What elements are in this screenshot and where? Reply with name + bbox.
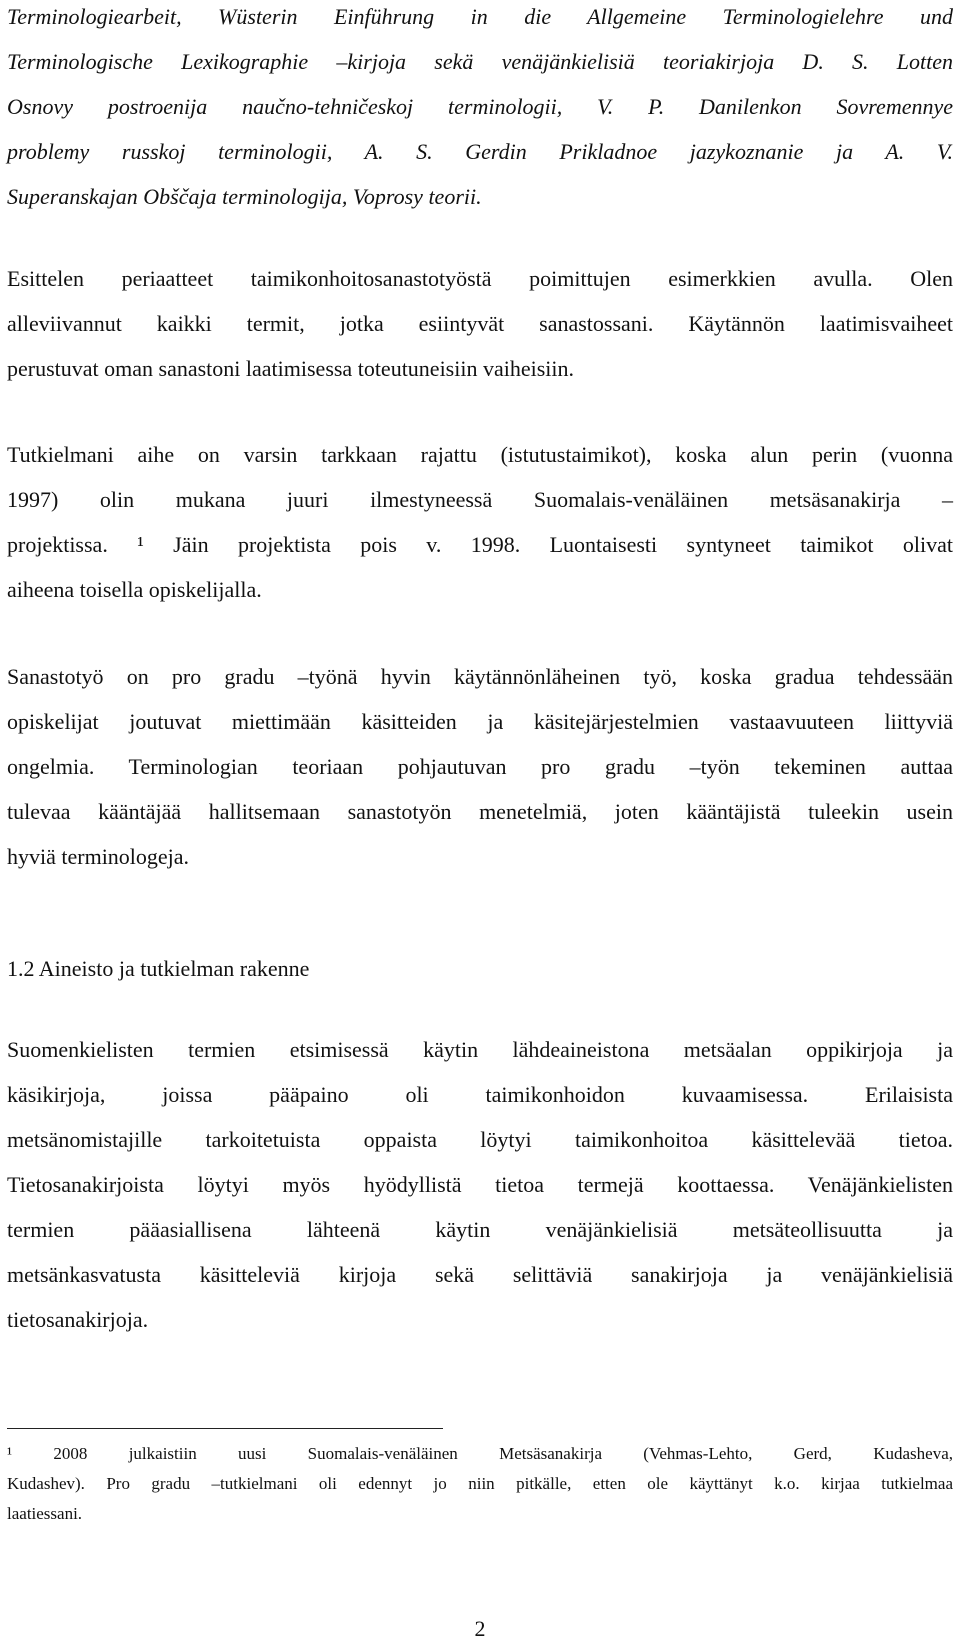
footnote-line: ¹ 2008 julkaistiin uusi Suomalais-venäläinen Metsäsanakirja (Vehmas-Lehto, Gerd, Kudasheva, <box>7 1444 953 1463</box>
text-line: Suomenkielisten termien etsimisessä käytin lähdeaineistona metsäalan oppikirjoja ja <box>7 1037 953 1062</box>
text-line: problemy russkoj terminologii, A. S. Gerdin Prikladnoe jazykoznanie ja A. V. <box>7 139 953 164</box>
page-number: 2 <box>474 1616 486 1641</box>
paragraph-terminology-work <box>7 654 953 879</box>
text-line: aiheena toisella opiskelijalla. <box>7 577 262 602</box>
heading-text: 1.2 Aineisto ja tutkielman rakenne <box>7 956 310 981</box>
text-line: Tutkielmani aihe on varsin tarkkaan rajattu (istutustaimikot), koska alun perin (vuonna <box>7 442 953 467</box>
text-line: hyviä terminologeja. <box>7 844 190 869</box>
section-heading <box>7 946 953 991</box>
text-line: Terminologiearbeit, Wüsterin Einführung in die Allgemeine Terminologielehre und <box>7 4 953 29</box>
text-line: metsänkasvatusta käsitteleviä kirjoja sekä selittäviä sanakirjoja ja venäjänkielisiä <box>7 1262 953 1287</box>
text-line: käsikirjoja, joissa pääpaino oli taimikonhoidon kuvaamisessa. Erilaisista <box>7 1082 953 1107</box>
footnote-divider <box>7 1428 443 1429</box>
paragraph-topic <box>7 432 953 612</box>
footnote-line: Kudashev). Pro gradu –tutkielmani oli edennyt jo niin pitkälle, etten ole käyttänyt k.o. kirjaa tutkielmaa <box>7 1474 953 1493</box>
paragraph-sources <box>7 1027 953 1342</box>
text-line: metsänomistajille tarkoitetuista oppaista löytyi taimikonhoitoa käsittelevää tietoa. <box>7 1127 953 1152</box>
text-line: Osnovy postroenija naučno-tehničeskoj terminologii, V. P. Danilenkon Sovremennye <box>7 94 953 119</box>
text-line: alleviivannut kaikki termit, jotka esiintyvät sanastossani. Käytännön laatimisvaiheet <box>7 311 953 336</box>
text-line: termien pääasiallisena lähteenä käytin venäjänkielisiä metsäteollisuutta ja <box>7 1217 953 1242</box>
text-line: projektissa. ¹ Jäin projektista pois v. 1998. Luontaisesti syntyneet taimikot olivat <box>7 532 953 557</box>
text-line: Esittelen periaatteet taimikonhoitosanastotyöstä poimittujen esimerkkien avulla. Olen <box>7 266 953 291</box>
text-line: 1997) olin mukana juuri ilmestyneessä Suomalais-venäläinen metsäsanakirja – <box>7 487 953 512</box>
paragraph-literature-list <box>7 0 953 219</box>
text-line: tulevaa kääntäjää hallitsemaan sanastotyön menetelmiä, joten kääntäjistä tuleekin usein <box>7 799 953 824</box>
text-line: ongelmia. Terminologian teoriaan pohjautuvan pro gradu –työn tekeminen auttaa <box>7 754 953 779</box>
text-line: Terminologische Lexikographie –kirjoja sekä venäjänkielisiä teoriakirjoja D. S. Lotten <box>7 49 953 74</box>
text-line: opiskelijat joutuvat miettimään käsitteiden ja käsitejärjestelmien vastaavuuteen liittyviä <box>7 709 953 734</box>
text-line: perustuvat oman sanastoni laatimisessa toteutuneisiin vaiheisiin. <box>7 356 575 381</box>
text-line: tietosanakirjoja. <box>7 1307 149 1332</box>
text-line: Tietosanakirjoista löytyi myös hyödyllistä tietoa termejä koottaessa. Venäjänkielisten <box>7 1172 953 1197</box>
footnote <box>7 1439 953 1529</box>
footnote-line: laatiessani. <box>7 1504 83 1523</box>
text-line: Sanastotyö on pro gradu –työnä hyvin käytännönläheinen työ, koska gradua tehdessään <box>7 664 953 689</box>
text-line: Superanskajan Obščaja terminologija, Voprosy teorii. <box>7 184 482 209</box>
paragraph-principles <box>7 256 953 391</box>
